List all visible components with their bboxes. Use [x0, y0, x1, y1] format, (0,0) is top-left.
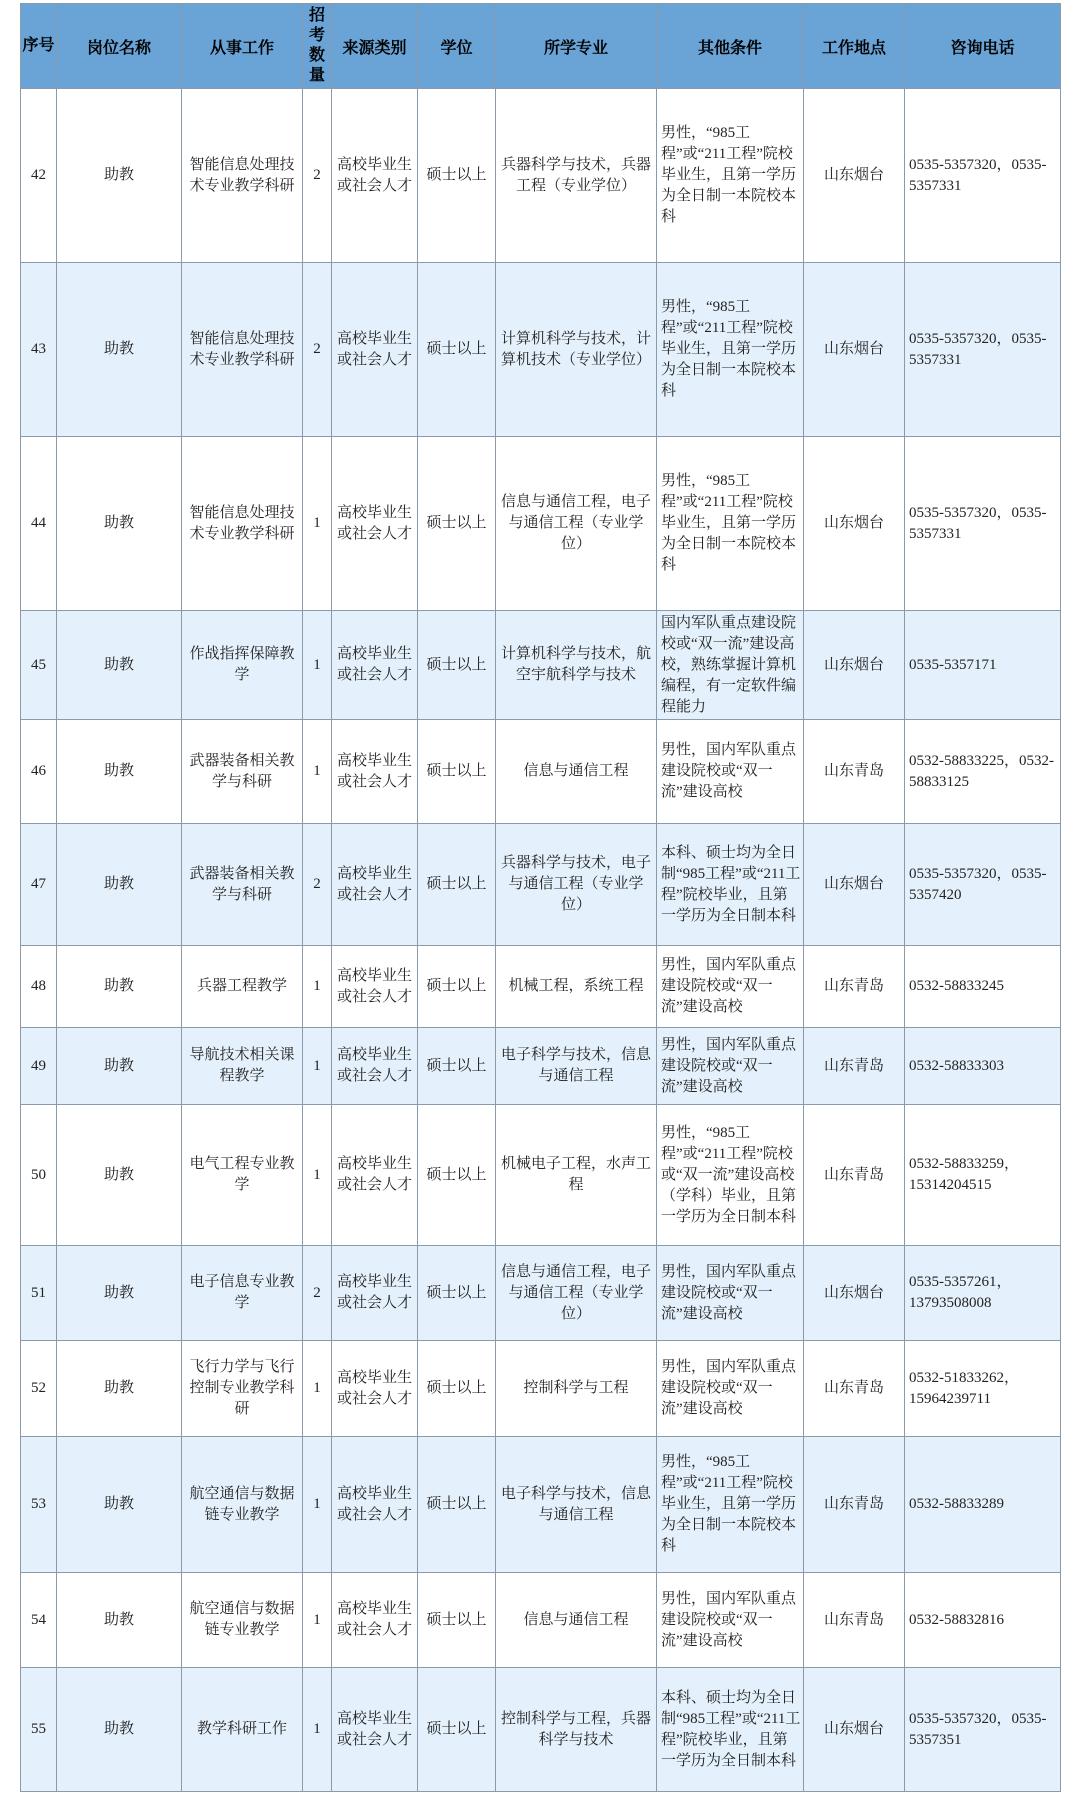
table-row	[21, 611, 1061, 720]
cell-conditions: 男性，国内军队重点建设院校或“双一流”建设高校	[657, 1028, 804, 1105]
cell-position: 助教	[57, 611, 182, 720]
cell-phone: 0535-5357320，0535-5357351	[905, 1668, 1061, 1792]
cell-location: 山东青岛	[804, 720, 905, 824]
cell-location: 山东烟台	[804, 263, 905, 437]
cell-phone: 0535-5357320，0535-5357331	[905, 263, 1061, 437]
cell-position: 助教	[57, 1573, 182, 1668]
cell-count: 1	[303, 1437, 332, 1573]
cell-major: 机械电子工程，水声工程	[496, 1105, 657, 1246]
cell-position: 助教	[57, 437, 182, 611]
cell-conditions: 本科、硕士均为全日制“985工程”或“211工程”院校毕业，且第一学历为全日制本科	[657, 1668, 804, 1792]
header-source: 来源类别	[332, 4, 418, 89]
cell-count: 2	[303, 1246, 332, 1341]
cell-phone: 0535-5357171	[905, 611, 1061, 720]
cell-work: 航空通信与数据链专业教学	[182, 1573, 303, 1668]
cell-work: 武器装备相关教学与科研	[182, 720, 303, 824]
table-row	[21, 1028, 1061, 1105]
cell-seq: 51	[21, 1246, 57, 1341]
cell-seq: 55	[21, 1668, 57, 1792]
cell-phone: 0535-5357320，0535-5357331	[905, 437, 1061, 611]
cell-seq: 54	[21, 1573, 57, 1668]
table-row	[21, 89, 1061, 263]
table-row	[21, 1573, 1061, 1668]
cell-count: 1	[303, 1341, 332, 1437]
cell-count: 1	[303, 1573, 332, 1668]
recruitment-table	[20, 3, 1061, 1792]
cell-work: 电子信息专业教学	[182, 1246, 303, 1341]
cell-work: 智能信息处理技术专业教学科研	[182, 437, 303, 611]
cell-location: 山东青岛	[804, 1437, 905, 1573]
cell-phone: 0532-51833262，15964239711	[905, 1341, 1061, 1437]
cell-degree: 硕士以上	[418, 89, 496, 263]
cell-location: 山东烟台	[804, 89, 905, 263]
cell-position: 助教	[57, 1341, 182, 1437]
table-row	[21, 720, 1061, 824]
cell-count: 1	[303, 1668, 332, 1792]
table-header-row	[21, 4, 1061, 89]
table-row	[21, 1437, 1061, 1573]
header-phone: 咨询电话	[905, 4, 1061, 89]
cell-major: 电子科学与技术，信息与通信工程	[496, 1028, 657, 1105]
cell-seq: 46	[21, 720, 57, 824]
cell-count: 1	[303, 611, 332, 720]
cell-major: 兵器科学与技术，兵器工程（专业学位）	[496, 89, 657, 263]
cell-phone: 0535-5357261，13793508008	[905, 1246, 1061, 1341]
cell-location: 山东烟台	[804, 1246, 905, 1341]
table-row	[21, 1105, 1061, 1246]
cell-degree: 硕士以上	[418, 1668, 496, 1792]
header-position: 岗位名称	[57, 4, 182, 89]
header-work: 从事工作	[182, 4, 303, 89]
cell-count: 2	[303, 824, 332, 946]
cell-work: 电气工程专业教学	[182, 1105, 303, 1246]
cell-conditions: 男性，国内军队重点建设院校或“双一流”建设高校	[657, 720, 804, 824]
cell-source: 高校毕业生或社会人才	[332, 824, 418, 946]
cell-position: 助教	[57, 824, 182, 946]
cell-major: 电子科学与技术，信息与通信工程	[496, 1437, 657, 1573]
cell-source: 高校毕业生或社会人才	[332, 1105, 418, 1246]
cell-phone: 0532-58832816	[905, 1573, 1061, 1668]
cell-location: 山东烟台	[804, 1668, 905, 1792]
cell-degree: 硕士以上	[418, 1246, 496, 1341]
recruitment-table-container	[20, 3, 1060, 1792]
cell-seq: 43	[21, 263, 57, 437]
cell-source: 高校毕业生或社会人才	[332, 263, 418, 437]
cell-work: 飞行力学与飞行控制专业教学科研	[182, 1341, 303, 1437]
cell-phone: 0532-58833225，0532-58833125	[905, 720, 1061, 824]
cell-degree: 硕士以上	[418, 263, 496, 437]
header-count: 招考数量	[303, 4, 332, 89]
cell-position: 助教	[57, 1028, 182, 1105]
cell-location: 山东青岛	[804, 1341, 905, 1437]
cell-phone: 0532-58833289	[905, 1437, 1061, 1573]
cell-degree: 硕士以上	[418, 824, 496, 946]
header-major: 所学专业	[496, 4, 657, 89]
cell-location: 山东烟台	[804, 611, 905, 720]
table-row	[21, 1668, 1061, 1792]
cell-position: 助教	[57, 1668, 182, 1792]
cell-seq: 53	[21, 1437, 57, 1573]
cell-major: 控制科学与工程	[496, 1341, 657, 1437]
cell-position: 助教	[57, 946, 182, 1028]
cell-location: 山东烟台	[804, 437, 905, 611]
cell-seq: 47	[21, 824, 57, 946]
cell-conditions: 男性，国内军队重点建设院校或“双一流”建设高校	[657, 1341, 804, 1437]
header-seq: 序号	[21, 4, 57, 89]
header-degree: 学位	[418, 4, 496, 89]
header-location: 工作地点	[804, 4, 905, 89]
cell-major: 计算机科学与技术，航空宇航科学与技术	[496, 611, 657, 720]
cell-location: 山东烟台	[804, 824, 905, 946]
cell-position: 助教	[57, 720, 182, 824]
cell-conditions: 男性，“985工程”或“211工程”院校毕业生，且第一学历为全日制一本院校本科	[657, 437, 804, 611]
cell-major: 信息与通信工程	[496, 1573, 657, 1668]
table-row	[21, 437, 1061, 611]
cell-count: 1	[303, 720, 332, 824]
cell-work: 武器装备相关教学与科研	[182, 824, 303, 946]
cell-major: 计算机科学与技术，计算机技术（专业学位）	[496, 263, 657, 437]
cell-seq: 45	[21, 611, 57, 720]
cell-conditions: 男性，国内军队重点建设院校或“双一流”建设高校	[657, 946, 804, 1028]
cell-position: 助教	[57, 1105, 182, 1246]
table-row	[21, 263, 1061, 437]
cell-seq: 48	[21, 946, 57, 1028]
cell-degree: 硕士以上	[418, 946, 496, 1028]
cell-phone: 0535-5357320，0535-5357331	[905, 89, 1061, 263]
cell-degree: 硕士以上	[418, 1437, 496, 1573]
cell-degree: 硕士以上	[418, 1028, 496, 1105]
cell-source: 高校毕业生或社会人才	[332, 1341, 418, 1437]
cell-conditions: 国内军队重点建设院校或“双一流”建设高校，熟练掌握计算机编程，有一定软件编程能力	[657, 611, 804, 720]
cell-work: 作战指挥保障教学	[182, 611, 303, 720]
cell-location: 山东青岛	[804, 1573, 905, 1668]
cell-conditions: 男性，“985工程”或“211工程”院校毕业生，且第一学历为全日制一本院校本科	[657, 1437, 804, 1573]
cell-degree: 硕士以上	[418, 437, 496, 611]
cell-seq: 44	[21, 437, 57, 611]
cell-count: 1	[303, 1028, 332, 1105]
cell-location: 山东青岛	[804, 1105, 905, 1246]
cell-source: 高校毕业生或社会人才	[332, 1573, 418, 1668]
table-row	[21, 946, 1061, 1028]
cell-degree: 硕士以上	[418, 1341, 496, 1437]
header-conditions: 其他条件	[657, 4, 804, 89]
cell-work: 导航技术相关课程教学	[182, 1028, 303, 1105]
cell-conditions: 男性，“985工程”或“211工程”院校毕业生，且第一学历为全日制一本院校本科	[657, 263, 804, 437]
cell-count: 2	[303, 263, 332, 437]
cell-work: 智能信息处理技术专业教学科研	[182, 263, 303, 437]
cell-major: 机械工程，系统工程	[496, 946, 657, 1028]
cell-location: 山东青岛	[804, 946, 905, 1028]
cell-degree: 硕士以上	[418, 1105, 496, 1246]
cell-phone: 0535-5357320，0535-5357420	[905, 824, 1061, 946]
cell-source: 高校毕业生或社会人才	[332, 720, 418, 824]
cell-work: 兵器工程教学	[182, 946, 303, 1028]
cell-count: 2	[303, 89, 332, 263]
cell-seq: 50	[21, 1105, 57, 1246]
table-row	[21, 824, 1061, 946]
cell-major: 信息与通信工程，电子与通信工程（专业学位）	[496, 437, 657, 611]
cell-source: 高校毕业生或社会人才	[332, 1668, 418, 1792]
cell-source: 高校毕业生或社会人才	[332, 437, 418, 611]
cell-seq: 52	[21, 1341, 57, 1437]
cell-work: 航空通信与数据链专业教学	[182, 1437, 303, 1573]
cell-major: 兵器科学与技术，电子与通信工程（专业学位）	[496, 824, 657, 946]
cell-count: 1	[303, 1105, 332, 1246]
cell-location: 山东青岛	[804, 1028, 905, 1105]
cell-phone: 0532-58833259，15314204515	[905, 1105, 1061, 1246]
cell-seq: 49	[21, 1028, 57, 1105]
cell-major: 控制科学与工程，兵器科学与技术	[496, 1668, 657, 1792]
cell-source: 高校毕业生或社会人才	[332, 1028, 418, 1105]
cell-work: 教学科研工作	[182, 1668, 303, 1792]
cell-conditions: 男性，国内军队重点建设院校或“双一流”建设高校	[657, 1246, 804, 1341]
cell-position: 助教	[57, 1246, 182, 1341]
cell-count: 1	[303, 946, 332, 1028]
cell-conditions: 男性，“985工程”或“211工程”院校毕业生，且第一学历为全日制一本院校本科	[657, 89, 804, 263]
cell-degree: 硕士以上	[418, 1573, 496, 1668]
table-row	[21, 1341, 1061, 1437]
cell-degree: 硕士以上	[418, 611, 496, 720]
cell-degree: 硕士以上	[418, 720, 496, 824]
cell-position: 助教	[57, 89, 182, 263]
cell-work: 智能信息处理技术专业教学科研	[182, 89, 303, 263]
cell-conditions: 男性，国内军队重点建设院校或“双一流”建设高校	[657, 1573, 804, 1668]
cell-phone: 0532-58833303	[905, 1028, 1061, 1105]
cell-position: 助教	[57, 263, 182, 437]
cell-source: 高校毕业生或社会人才	[332, 89, 418, 263]
cell-conditions: 男性，“985工程”或“211工程”院校或“双一流”建设高校（学科）毕业，且第一学历为全日制本科	[657, 1105, 804, 1246]
cell-source: 高校毕业生或社会人才	[332, 611, 418, 720]
cell-count: 1	[303, 437, 332, 611]
cell-seq: 42	[21, 89, 57, 263]
cell-phone: 0532-58833245	[905, 946, 1061, 1028]
cell-source: 高校毕业生或社会人才	[332, 1437, 418, 1573]
cell-major: 信息与通信工程	[496, 720, 657, 824]
cell-conditions: 本科、硕士均为全日制“985工程”或“211工程”院校毕业，且第一学历为全日制本科	[657, 824, 804, 946]
cell-source: 高校毕业生或社会人才	[332, 946, 418, 1028]
cell-position: 助教	[57, 1437, 182, 1573]
cell-major: 信息与通信工程，电子与通信工程（专业学位）	[496, 1246, 657, 1341]
cell-source: 高校毕业生或社会人才	[332, 1246, 418, 1341]
table-row	[21, 1246, 1061, 1341]
